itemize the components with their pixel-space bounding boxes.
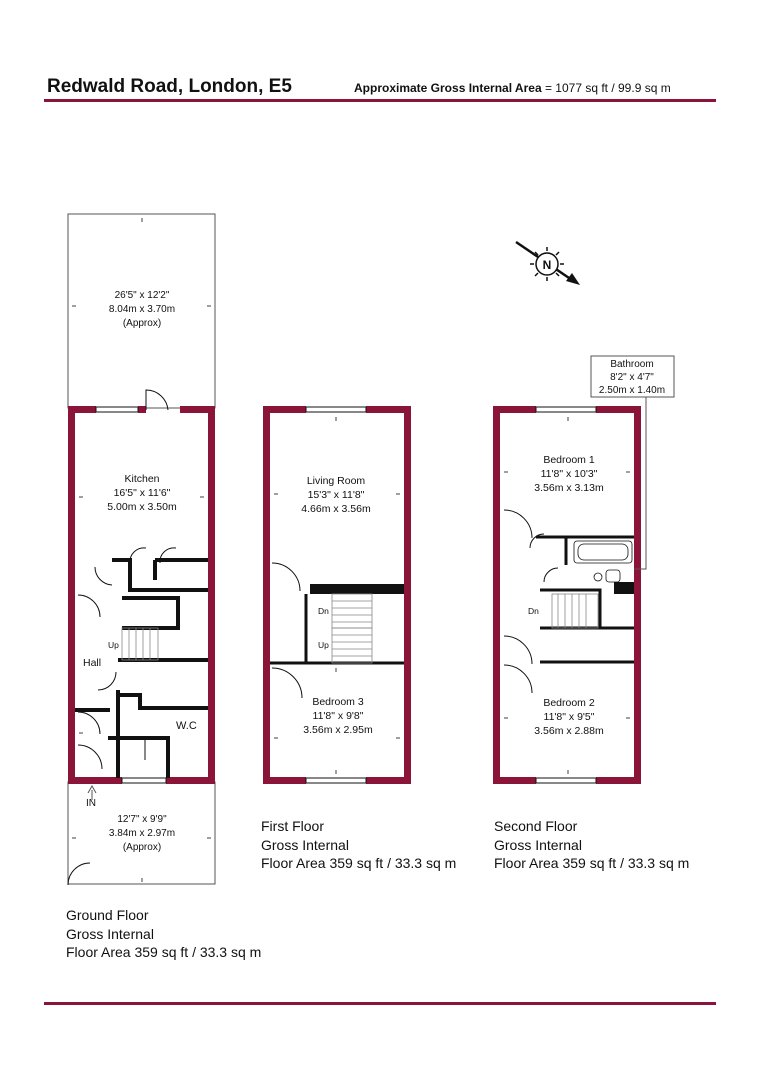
living-room-dim-imperial: 15'3" x 11'8" bbox=[307, 489, 365, 501]
first-stairs-up-label: Up bbox=[318, 640, 329, 650]
bedroom3-dim-metric: 3.56m x 2.95m bbox=[303, 724, 373, 736]
living-room-dim-metric: 4.66m x 3.56m bbox=[301, 503, 371, 515]
second-floor-area: Floor Area 359 sq ft / 33.3 sq m bbox=[494, 855, 690, 871]
kitchen-name: Kitchen bbox=[124, 473, 160, 485]
bathroom-dim-metric: 2.50m x 1.40m bbox=[598, 385, 666, 396]
entrance-label: IN bbox=[86, 798, 96, 809]
first-floor-interior-walls bbox=[270, 594, 404, 663]
gross-area-value: = 1077 sq ft / 99.9 sq m bbox=[541, 81, 671, 95]
second-floor-interior-walls bbox=[536, 537, 634, 662]
first-floor-landing-wall bbox=[310, 584, 404, 594]
bedroom1-dim-imperial: 11'8" x 10'3" bbox=[540, 468, 598, 480]
bathroom-fittings bbox=[574, 541, 632, 582]
first-floor-title: First Floor bbox=[261, 818, 324, 834]
second-floor-plan bbox=[493, 356, 674, 784]
rear-garden-dim-imperial: 26'5" x 12'2" bbox=[114, 290, 170, 301]
bathroom-dim-imperial: 8'2" x 4'7" bbox=[610, 372, 654, 383]
kitchen-dim-imperial: 16'5" x 11'6" bbox=[113, 487, 171, 499]
ground-floor-interior-walls bbox=[75, 560, 208, 778]
bedroom1-dim-metric: 3.56m x 3.13m bbox=[534, 482, 604, 494]
compass-icon bbox=[516, 242, 580, 285]
kitchen-window bbox=[96, 407, 138, 412]
bedroom2-dim-metric: 3.56m x 2.88m bbox=[534, 725, 604, 737]
front-garden-dim-metric: 3.84m x 2.97m bbox=[108, 828, 176, 839]
kitchen-dim-metric: 5.00m x 3.50m bbox=[107, 501, 177, 513]
ground-stairs-up-label: Up bbox=[108, 640, 119, 650]
first-floor-stairs bbox=[332, 594, 372, 663]
wc-label: W.C bbox=[176, 720, 197, 732]
second-floor-stairs bbox=[552, 594, 598, 628]
living-room-window bbox=[306, 407, 366, 412]
hall-label: Hall bbox=[83, 657, 102, 669]
second-floor-landing-block bbox=[614, 582, 634, 594]
ground-floor-stairs bbox=[122, 628, 158, 660]
second-floor-caption bbox=[494, 817, 689, 873]
gross-area-label: Approximate Gross Internal Area bbox=[354, 81, 542, 95]
bedroom2-name: Bedroom 2 bbox=[543, 697, 595, 709]
bedroom1-name: Bedroom 1 bbox=[543, 454, 595, 466]
bedroom3-window bbox=[306, 778, 366, 783]
first-floor-subtitle: Gross Internal bbox=[261, 836, 349, 853]
living-room-name: Living Room bbox=[306, 475, 366, 487]
rear-garden-dim-metric: 8.04m x 3.70m bbox=[108, 304, 176, 315]
property-address: Redwald Road, London, E5 bbox=[47, 76, 292, 97]
first-stairs-down-label: Dn bbox=[318, 606, 329, 616]
second-stairs-down-label: Dn bbox=[528, 606, 539, 616]
bedroom3-dim-imperial: 11'8" x 9'8" bbox=[312, 710, 364, 722]
compass-north-label: N bbox=[542, 258, 552, 272]
ground-floor-plan bbox=[68, 214, 215, 885]
first-floor-doors bbox=[272, 563, 302, 698]
bathroom-name: Bathroom bbox=[610, 359, 654, 370]
rear-door-swing bbox=[146, 390, 168, 410]
second-floor-title: Second Floor bbox=[494, 818, 578, 834]
ground-floor-area: Floor Area 359 sq ft / 33.3 sq m bbox=[66, 944, 262, 960]
rear-garden-note: (Approx) bbox=[122, 318, 162, 329]
wc-front-window bbox=[122, 778, 166, 783]
first-floor-caption bbox=[261, 817, 456, 873]
bedroom3-name: Bedroom 3 bbox=[312, 696, 364, 708]
ground-floor-subtitle: Gross Internal bbox=[66, 925, 154, 942]
bedroom2-dim-imperial: 11'8" x 9'5" bbox=[543, 711, 595, 723]
bedroom1-window bbox=[536, 407, 596, 412]
front-garden-dim-imperial: 12'7" x 9'9" bbox=[117, 814, 167, 825]
ground-floor-caption bbox=[66, 906, 261, 962]
second-floor-subtitle: Gross Internal bbox=[494, 836, 582, 853]
bedroom2-window bbox=[536, 778, 596, 783]
first-floor-area: Floor Area 359 sq ft / 33.3 sq m bbox=[261, 855, 457, 871]
ground-floor-title: Ground Floor bbox=[66, 907, 149, 923]
front-garden-note: (Approx) bbox=[122, 842, 162, 853]
first-floor-plan bbox=[263, 406, 411, 784]
